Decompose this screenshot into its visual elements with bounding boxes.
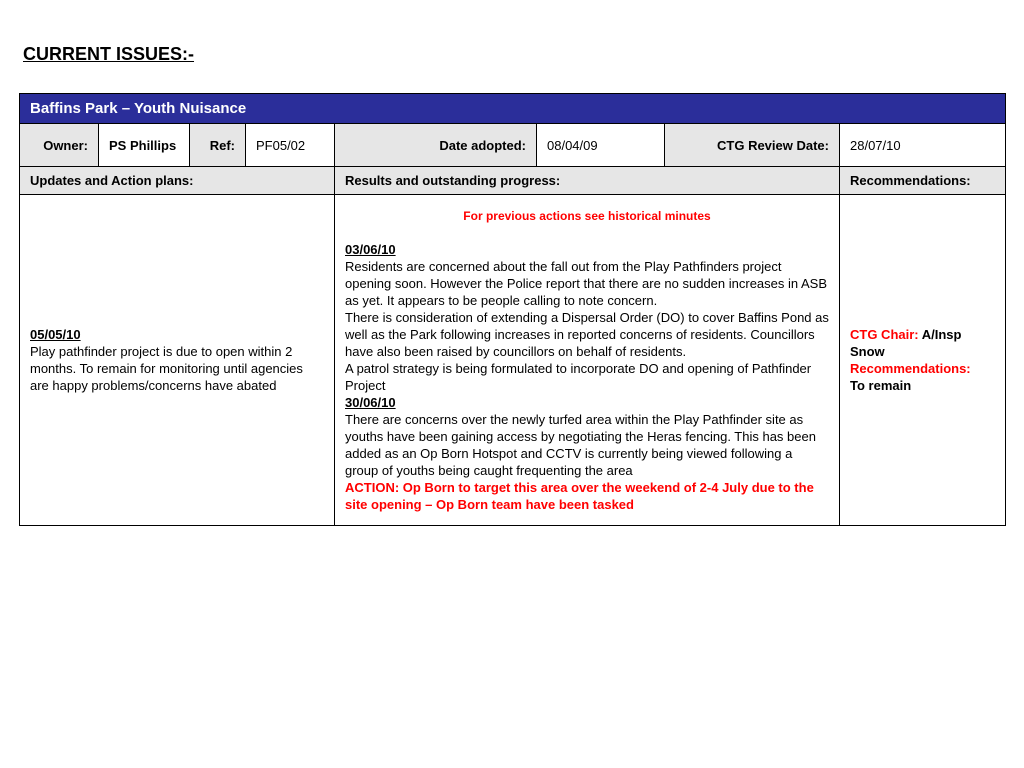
ctg-review-label: CTG Review Date: (665, 124, 840, 167)
ref-label: Ref: (190, 124, 246, 167)
issue-title-row (20, 94, 1006, 124)
column-header-row (20, 167, 1006, 195)
ctg-chair-line (850, 326, 995, 360)
ref-value: PF05/02 (246, 124, 335, 167)
issue-table (19, 93, 1006, 526)
updates-header: Updates and Action plans: (20, 167, 335, 195)
results-entry1-para2: There is consideration of extending a Dispersal Order (DO) to cover Baffins Pond as well as the Park following increases in reported concerns of residents. Councillors have also been raised by councillors on behalf of residents. (345, 309, 829, 359)
results-header: Results and outstanding progress: (335, 167, 840, 195)
ctg-chair-value: A/Insp Snow (850, 327, 962, 359)
historical-note: For previous actions see historical minutes (463, 208, 711, 223)
recommendations-cell (840, 195, 1006, 526)
issue-body-row (20, 195, 1006, 526)
ctg-review-value: 28/07/10 (840, 124, 1006, 167)
results-entry2-date: 30/06/10 (345, 394, 396, 410)
date-adopted-value: 08/04/09 (537, 124, 665, 167)
results-cell (335, 195, 840, 526)
recommendations-label: Recommendations: (850, 361, 971, 376)
recommendations-header: Recommendations: (840, 167, 1006, 195)
results-entry1-para3: A patrol strategy is being formulated to incorporate DO and opening of Pathfinder Project (345, 360, 812, 393)
issue-title: Baffins Park – Youth Nuisance (20, 94, 1006, 124)
results-entry1-para1: Residents are concerned about the fall out from the Play Pathfinders project opening soon. However the Police report that there are no sudden increases in ASB as yet. It appears to be people calling to note concern. (345, 258, 828, 308)
owner-value: PS Phillips (99, 124, 190, 167)
updates-cell (20, 195, 335, 526)
updates-text: Play pathfinder project is due to open within 2 months. To remain for monitoring until agencies are happy problems/concerns have abated (30, 344, 303, 393)
updates-date: 05/05/10 (30, 327, 81, 342)
results-entry1-date: 03/06/10 (345, 241, 396, 257)
owner-label: Owner: (20, 124, 99, 167)
issue-meta-row (20, 124, 1006, 167)
results-entry2-para1: There are concerns over the newly turfed area within the Play Pathfinder site as youths have been gaining access by negotiating the Heras fencing. This has been added as an Op Born Hotspot and CCTV is currently being viewed following a group of youths being caught frequenting the area (345, 411, 816, 478)
recommendations-value: To remain (850, 378, 912, 393)
results-action: ACTION: Op Born to target this area over the weekend of 2-4 July due to the site opening – Op Born team have been tasked (345, 479, 814, 512)
page-heading: CURRENT ISSUES:- (23, 44, 195, 64)
date-adopted-label: Date adopted: (335, 124, 537, 167)
ctg-chair-label: CTG Chair: (850, 327, 922, 342)
